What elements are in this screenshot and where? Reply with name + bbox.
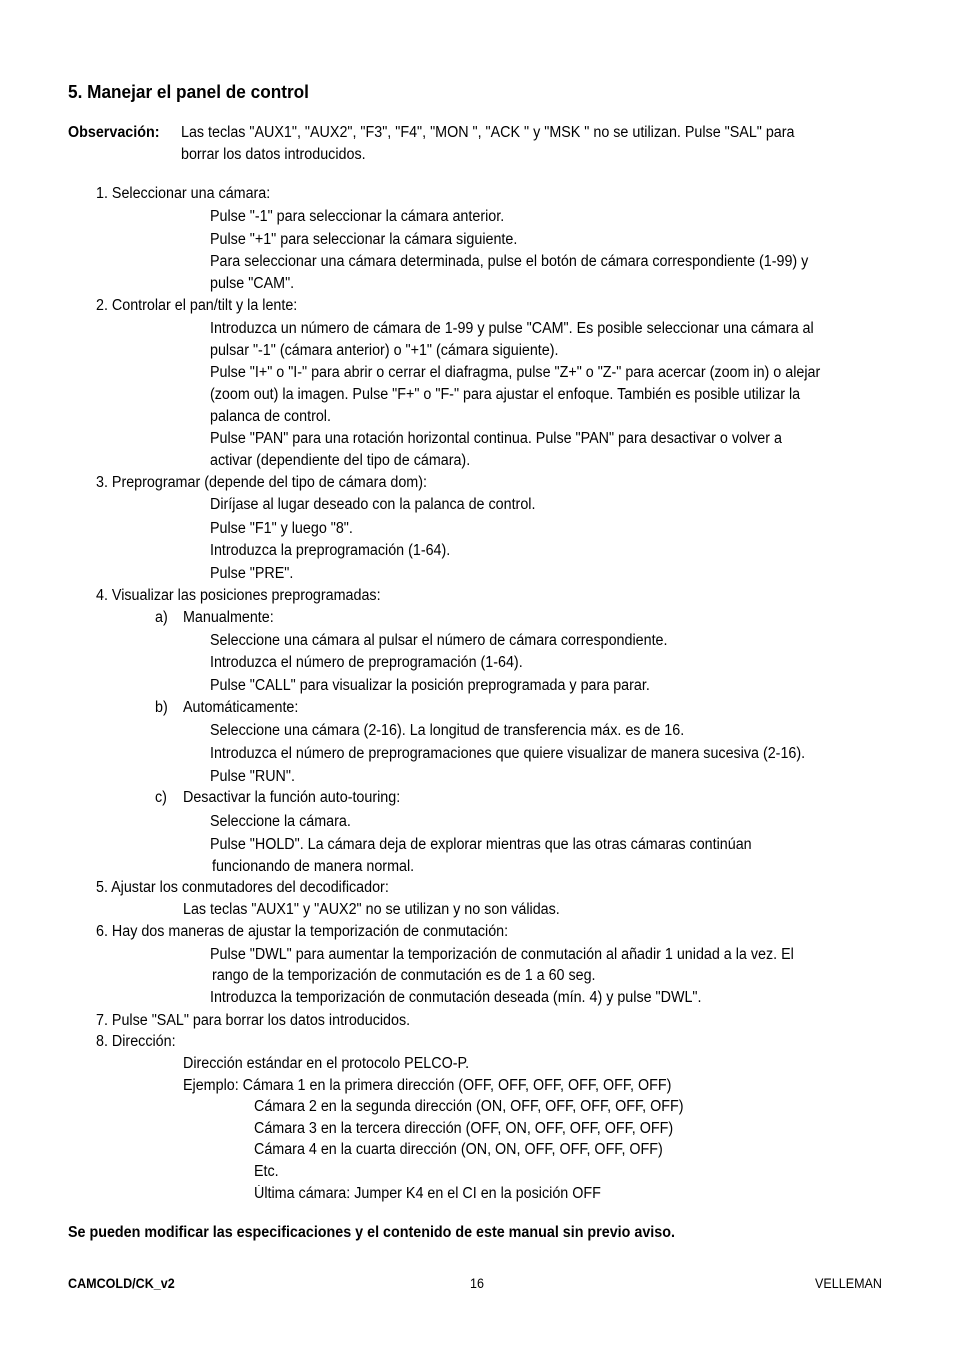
list-item-text: rango de la temporización de conmutación es de 1 a 60 seg.: [212, 967, 596, 984]
observation-label: Observación:: [68, 124, 160, 141]
list-item-text: Pulse "PRE".: [210, 565, 294, 582]
list-item-heading: 3. Preprogramar (depende del tipo de cámara dom):: [96, 474, 427, 491]
list-item-text: Pulse "DWL" para aumentar la temporización de conmutación al añadir 1 unidad a la vez. El: [210, 946, 794, 963]
list-item-text: activar (dependiente del tipo de cámara).: [210, 452, 471, 469]
list-item-text: Pulse "+1" para seleccionar la cámara siguiente.: [210, 231, 518, 248]
footer-doc-code: CAMCOLD/CK_v2: [68, 1276, 175, 1291]
section-heading: 5. Manejar el panel de control: [68, 81, 309, 102]
list-item-text: Cámara 2 en la segunda dirección (ON, OFF, OFF, OFF, OFF, OFF): [254, 1098, 684, 1115]
list-item-heading: 7. Pulse "SAL" para borrar los datos introducidos.: [96, 1012, 411, 1029]
list-item-text: Etc.: [254, 1163, 279, 1180]
list-item-text: funcionando de manera normal.: [212, 858, 415, 875]
list-item-text: Cámara 3 en la tercera dirección (OFF, ON, OFF, OFF, OFF, OFF): [254, 1120, 674, 1137]
footer-page-number: 16: [470, 1276, 484, 1291]
list-item-text: Dirección estándar en el protocolo PELCO-P.: [183, 1055, 470, 1072]
list-item-text: Introduzca el número de preprogramación (1-64).: [210, 654, 523, 671]
list-item-text: Para seleccionar una cámara determinada, pulse el botón de cámara correspondiente (1-99) y: [210, 253, 809, 270]
list-item-text: Pulse "PAN" para una rotación horizontal continua. Pulse "PAN" para desactivar o volver a: [210, 430, 782, 447]
list-item-text: Pulse "RUN".: [210, 768, 295, 785]
observation-text: borrar los datos introducidos.: [181, 146, 366, 163]
list-item-heading: 6. Hay dos maneras de ajustar la temporización de conmutación:: [96, 923, 509, 940]
list-item-text: Introduzca la preprogramación (1-64).: [210, 542, 451, 559]
notice-text: Se pueden modificar las especificaciones y el contenido de este manual sin previo aviso.: [68, 1224, 675, 1241]
sub-item-heading: Manualmente:: [183, 609, 274, 626]
list-item-text: pulse "CAM".: [210, 275, 295, 292]
observation-text: Las teclas "AUX1", "AUX2", "F3", "F4", "MON ", "ACK " y "MSK " no se utilizan. Pulse "SAL" para: [181, 124, 795, 141]
list-item-text: Cámara 4 en la cuarta dirección (ON, ON, OFF, OFF, OFF, OFF): [254, 1141, 663, 1158]
sub-item-marker: b): [155, 699, 168, 716]
list-item-text: Introduzca el número de preprogramaciones que quiere visualizar de manera sucesiva (2-16).: [210, 745, 806, 762]
sub-item-heading: Automáticamente:: [183, 699, 299, 716]
list-item-heading: 2. Controlar el pan/tilt y la lente:: [96, 297, 298, 314]
list-item-text: Diríjase al lugar deseado con la palanca de control.: [210, 496, 536, 513]
sub-item-marker: a): [155, 609, 168, 626]
list-item-text: Seleccione una cámara (2-16). La longitud de transferencia máx. es de 16.: [210, 722, 685, 739]
list-item-text: (zoom out) la imagen. Pulse "F+" o "F-" para ajustar el enfoque. También es posible utilizar la: [210, 386, 801, 403]
list-item-text: Pulse "I+" o "I-" para abrir o cerrar el diafragma, pulse "Z+" o "Z-" para acercar (zoom in) o alejar: [210, 364, 821, 381]
list-item-text: Seleccione una cámara al pulsar el número de cámara correspondiente.: [210, 632, 668, 649]
list-item-text: Pulse "-1" para seleccionar la cámara anterior.: [210, 208, 505, 225]
list-item-heading: 5. Ajustar los conmutadores del decodificador:: [96, 879, 389, 896]
list-item-text: Última cámara: Jumper K4 en el CI en la posición OFF: [254, 1185, 601, 1202]
sub-item-heading: Desactivar la función auto-touring:: [183, 789, 401, 806]
list-item-text: Introduzca un número de cámara de 1-99 y pulse "CAM". Es posible seleccionar una cámara al: [210, 320, 814, 337]
list-item-heading: 1. Seleccionar una cámara:: [96, 185, 271, 202]
list-item-text: Seleccione la cámara.: [210, 813, 351, 830]
list-item-text: Pulse "F1" y luego "8".: [210, 520, 353, 537]
list-item-heading: 8. Dirección:: [96, 1033, 176, 1050]
list-item-text: Ejemplo: Cámara 1 en la primera dirección (OFF, OFF, OFF, OFF, OFF, OFF): [183, 1077, 672, 1094]
list-item-text: palanca de control.: [210, 408, 331, 425]
list-item-text: pulsar "-1" (cámara anterior) o "+1" (cámara siguiente).: [210, 342, 559, 359]
list-item-heading: 4. Visualizar las posiciones preprogramadas:: [96, 587, 381, 604]
list-item-text: Pulse "CALL" para visualizar la posición preprogramada y para parar.: [210, 677, 650, 694]
sub-item-marker: c): [155, 789, 167, 806]
list-item-text: Introduzca la temporización de conmutación deseada (mín. 4) y pulse "DWL".: [210, 989, 702, 1006]
list-item-text: Las teclas "AUX1" y "AUX2" no se utilizan y no son válidas.: [183, 901, 560, 918]
list-item-text: Pulse "HOLD". La cámara deja de explorar mientras que las otras cámaras continúan: [210, 836, 752, 853]
footer-brand: VELLEMAN: [815, 1276, 882, 1291]
